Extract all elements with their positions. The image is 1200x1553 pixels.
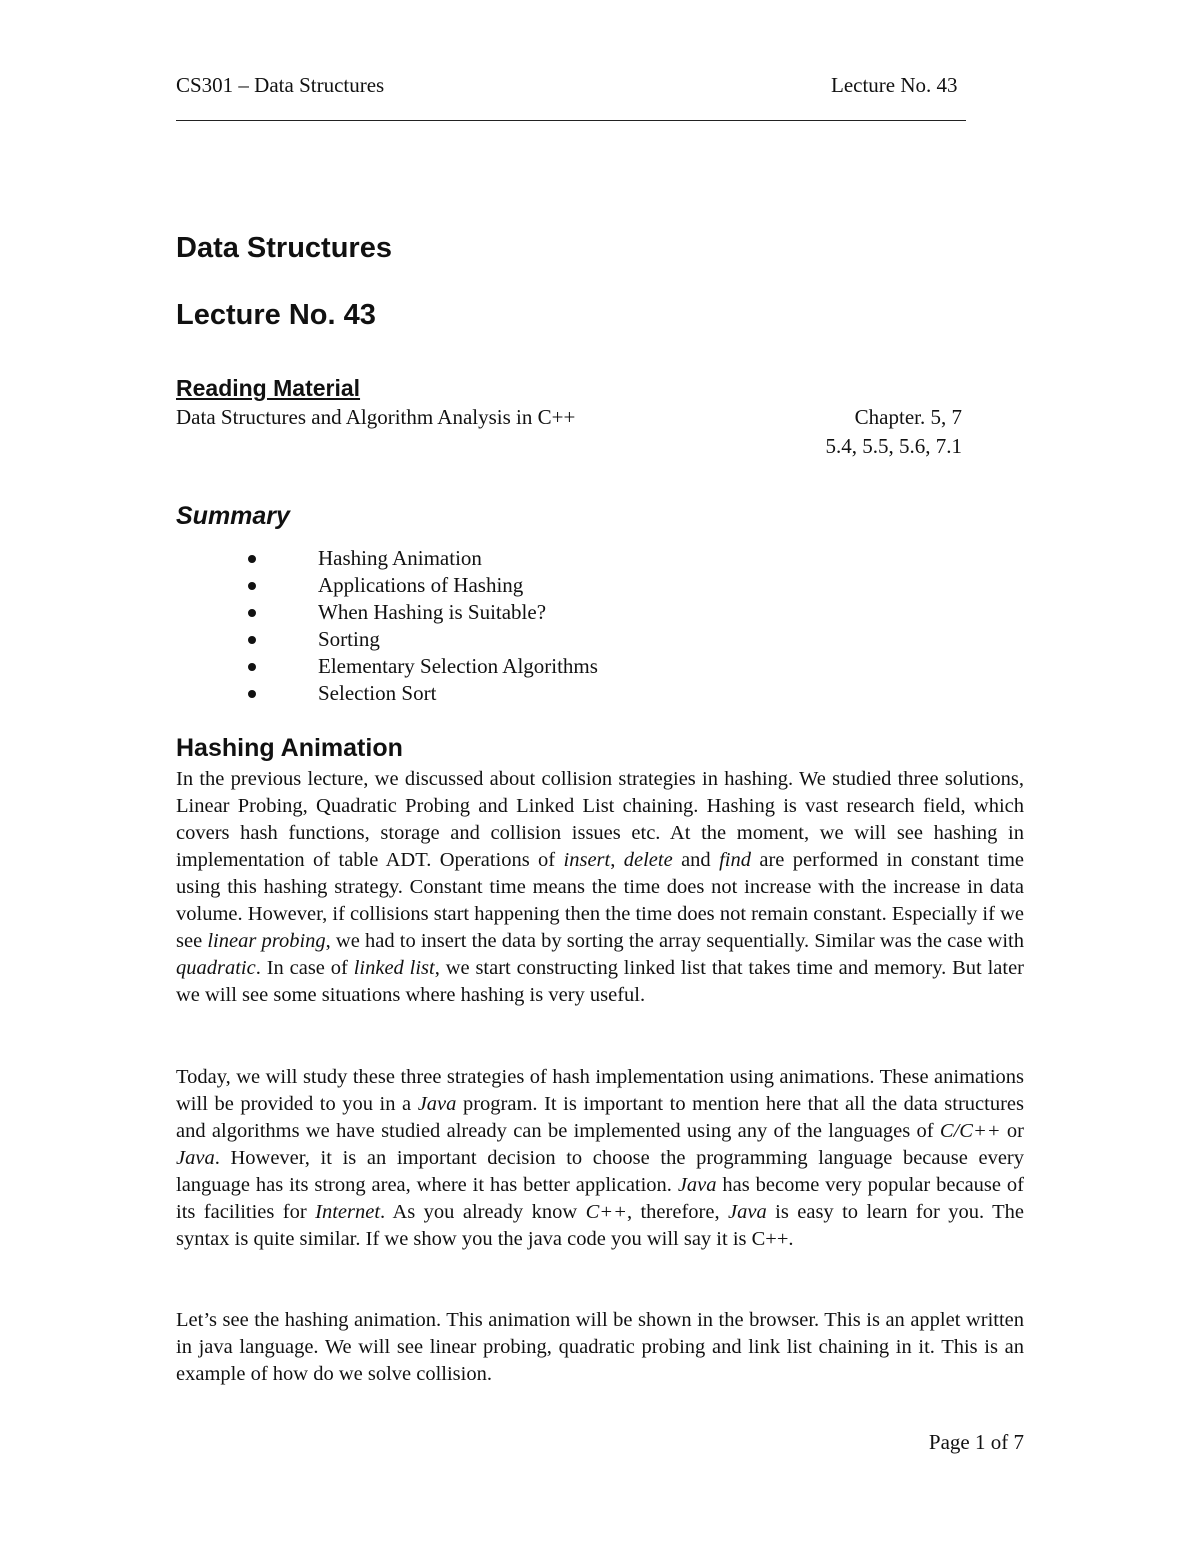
- bullet-icon: [248, 555, 256, 563]
- list-item: [176, 680, 876, 707]
- summary-item-label: Sorting: [318, 627, 380, 651]
- running-header-course: CS301 – Data Structures: [176, 73, 385, 97]
- header-divider: [176, 120, 966, 121]
- section-heading-hashing-animation: Hashing Animation: [176, 734, 403, 762]
- document-title: Data Structures: [176, 232, 392, 264]
- summary-item-label: Selection Sort: [318, 681, 437, 705]
- reading-chapter: Chapter. 5, 7: [854, 405, 962, 429]
- paragraph-java-animations: Today, we will study these three strategies of hash implementation using animations. These animations will be provided to you in a Java program. It is important to mention here that all the data structures and algorithms we have studied already can be implemented using any of the languages of C/C++ or Java. However, it is an important decision to choose the programming language because every language has its strong area, where it has better application. Java has become very popular because of its facilities for Internet. As you already know C++, therefore, Java is easy to learn for you. The syntax is quite similar. If we show you the java code you will say it is C++.: [176, 1066, 1024, 1250]
- reading-material-heading: Reading Material: [176, 375, 361, 401]
- list-item: [176, 626, 876, 653]
- summary-item-label: Elementary Selection Algorithms: [318, 654, 598, 678]
- bullet-icon: [248, 663, 256, 671]
- running-header-lecture: Lecture No. 43: [831, 73, 958, 97]
- list-item: [176, 545, 876, 572]
- list-item: [176, 572, 876, 599]
- bullet-icon: [248, 609, 256, 617]
- bullet-icon: [248, 690, 256, 698]
- reading-sections: 5.4, 5.5, 5.6, 7.1: [825, 434, 962, 458]
- lecture-title: Lecture No. 43: [176, 299, 376, 331]
- summary-list: [176, 545, 876, 707]
- summary-item-label: Applications of Hashing: [318, 573, 524, 597]
- summary-item-label: When Hashing is Suitable?: [318, 600, 547, 624]
- list-item: [176, 653, 876, 680]
- paragraph-collision-strategies: In the previous lecture, we discussed about collision strategies in hashing. We studied three solutions, Linear Probing, Quadratic Probing and Linked List chaining. Hashing is vast research field, which covers hash functions, storage and collision issues etc. At the moment, we will see hashing in implementation of table ADT. Operations of insert, delete and find are performed in constant time using this hashing strategy. Constant time means the time does not increase with the increase in data volume. However, if collisions start happening then the time does not remain constant. Especially if we see linear probing, we had to insert the data by sorting the array sequentially. Similar was the case with quadratic. In case of linked list, we start constructing linked list that takes time and memory. But later we will see some situations where hashing is very useful.: [176, 768, 1024, 1006]
- bullet-icon: [248, 582, 256, 590]
- page-number: Page 1 of 7: [928, 1430, 1024, 1454]
- list-item: [176, 599, 876, 626]
- reading-book-title: Data Structures and Algorithm Analysis in C++: [176, 405, 576, 429]
- paragraph-applet-demo: Let’s see the hashing animation. This animation will be shown in the browser. This is an applet written in java language. We will see linear probing, quadratic probing and link list chaining in it. This is an example of how do we solve collision.: [176, 1309, 1024, 1385]
- summary-heading: Summary: [176, 502, 290, 530]
- summary-item-label: Hashing Animation: [318, 546, 482, 570]
- bullet-icon: [248, 636, 256, 644]
